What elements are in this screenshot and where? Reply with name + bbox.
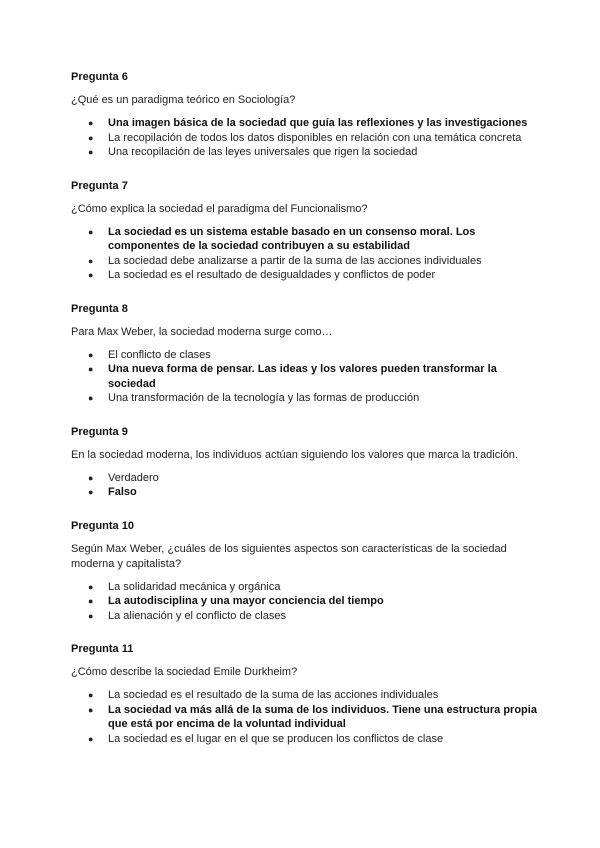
bullet-icon: ● — [88, 226, 94, 237]
question-title: Pregunta 7 — [71, 179, 128, 192]
answer-option — [71, 145, 541, 160]
answer-text: La sociedad es un sistema estable basado en un consenso moral. Los componentes de la sociedad contribuyen a su estabilidad — [108, 225, 476, 252]
answer-text: Una recopilación de las leyes universales que rigen la sociedad — [108, 146, 418, 158]
answer-option — [71, 580, 541, 595]
answer-option — [71, 268, 541, 283]
answer-option — [71, 131, 541, 146]
answer-text: La solidaridad mecánica y orgánica — [108, 580, 281, 593]
answer-text: La alienación y el conflicto de clases — [108, 609, 286, 622]
answer-text: Una imagen básica de la sociedad que guía las reflexiones y las investigaciones — [108, 117, 528, 129]
bullet-icon: ● — [88, 581, 94, 592]
question-10 — [71, 519, 541, 643]
answer-option-correct — [71, 116, 541, 131]
question-text: En la sociedad moderna, los individuos actúan siguiendo los valores que marca la tradición. — [71, 448, 518, 461]
question-11 — [71, 642, 541, 746]
answer-text: El conflicto de clases — [108, 348, 211, 361]
question-text: Para Max Weber, la sociedad moderna surge como… — [71, 325, 333, 338]
answer-option-correct — [71, 485, 541, 500]
question-title: Pregunta 8 — [71, 302, 128, 315]
answer-list — [71, 225, 541, 283]
answer-list — [71, 471, 541, 500]
question-title: Pregunta 11 — [71, 643, 134, 655]
question-6 — [71, 70, 541, 179]
question-text: Según Max Weber, ¿cuáles de los siguientes aspectos son características de la sociedad moderna y capitalista? — [71, 542, 507, 570]
answer-option — [71, 348, 541, 363]
answer-list — [71, 116, 541, 160]
answer-option-correct — [71, 594, 541, 609]
question-8 — [71, 302, 541, 425]
bullet-icon: ● — [88, 393, 94, 403]
document-page — [71, 70, 541, 746]
answer-text: La recopilación de todos los datos disponibles en relación con una temática concreta — [108, 131, 522, 144]
bullet-icon: ● — [88, 733, 94, 744]
answer-text: La sociedad va más allá de la suma de los individuos. Tiene una estructura propia que está por encima de la voluntad individual — [108, 703, 537, 730]
answer-option-correct — [71, 362, 541, 391]
bullet-icon: ● — [88, 147, 94, 157]
question-title: Pregunta 9 — [71, 425, 128, 438]
question-7 — [71, 179, 541, 302]
answer-option-correct — [71, 225, 541, 254]
bullet-icon: ● — [88, 255, 94, 266]
answer-list — [71, 580, 541, 624]
bullet-icon: ● — [88, 472, 94, 483]
bullet-icon: ● — [88, 349, 94, 360]
bullet-icon: ● — [88, 132, 94, 143]
answer-text: Falso — [108, 486, 137, 498]
question-text: ¿Qué es un paradigma teórico en Sociología? — [71, 94, 296, 106]
answer-text: La sociedad es el resultado de la suma de las acciones individuales — [108, 689, 439, 701]
bullet-icon: ● — [88, 704, 94, 715]
bullet-icon: ● — [88, 596, 94, 606]
answer-option — [71, 471, 541, 486]
answer-text: La sociedad debe analizarse a partir de la suma de las acciones individuales — [108, 254, 482, 267]
bullet-icon: ● — [88, 487, 94, 497]
answer-text: La sociedad es el resultado de desigualdades y conflictos de poder — [108, 269, 436, 281]
bullet-icon: ● — [88, 118, 94, 128]
answer-list — [71, 348, 541, 406]
answer-option — [71, 732, 541, 747]
bullet-icon: ● — [88, 610, 94, 621]
answer-option — [71, 391, 541, 406]
answer-option — [71, 688, 541, 703]
question-text: ¿Cómo explica la sociedad el paradigma del Funcionalismo? — [71, 202, 368, 215]
answer-option — [71, 609, 541, 624]
answer-text: La autodisciplina y una mayor conciencia del tiempo — [108, 595, 384, 607]
answer-text: La sociedad es el lugar en el que se producen los conflictos de clase — [108, 732, 444, 745]
question-text: ¿Cómo describe la sociedad Emile Durkheim? — [71, 666, 298, 678]
answer-option-correct — [71, 703, 541, 732]
answer-text: Una nueva forma de pensar. Las ideas y los valores pueden transformar la sociedad — [108, 363, 497, 390]
question-title: Pregunta 10 — [71, 519, 134, 532]
question-title: Pregunta 6 — [71, 71, 128, 83]
answer-list — [71, 688, 541, 746]
answer-option — [71, 254, 541, 269]
bullet-icon: ● — [88, 364, 94, 374]
answer-text: Una transformación de la tecnología y las formas de producción — [108, 392, 420, 404]
bullet-icon: ● — [88, 690, 94, 700]
question-9 — [71, 425, 541, 519]
answer-text: Verdadero — [108, 471, 159, 484]
bullet-icon: ● — [88, 270, 94, 280]
